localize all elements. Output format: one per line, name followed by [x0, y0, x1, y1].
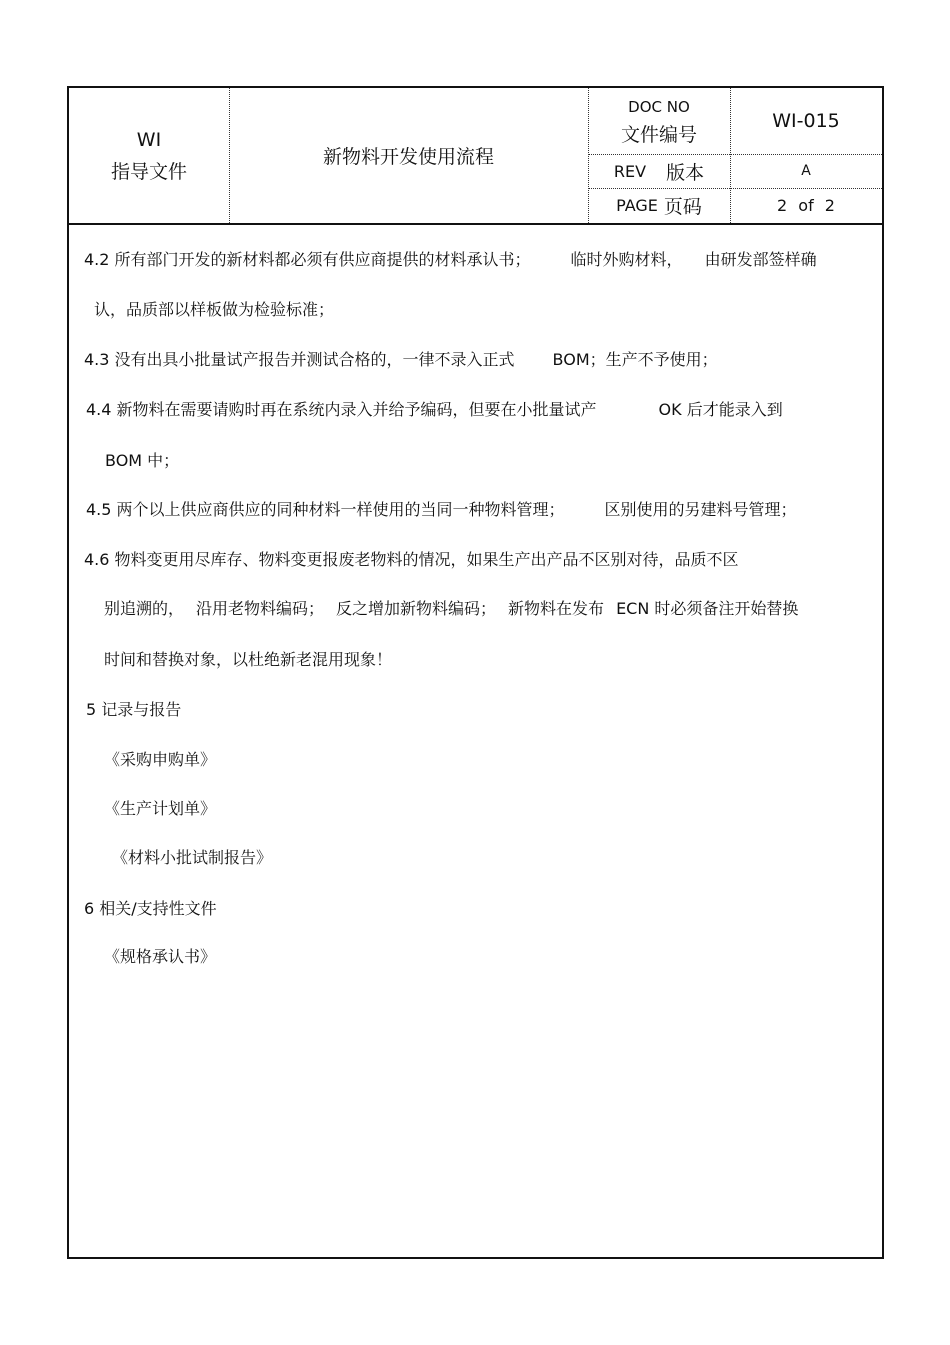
clause-4-6-line-2 [104, 599, 798, 619]
clause-4-3-text-a: 4.3 没有出具小批量试产报告并测试合格的，一律不录入正式 [84, 350, 515, 369]
clause-4-2-text-c: 由研发部签样确 [704, 250, 817, 269]
clause-4-3-text-b: BOM；生产不予使用； [552, 350, 718, 369]
doc-type-label: 指导文件 [110, 160, 187, 183]
page-label [588, 188, 730, 223]
page-number-value: 2 of 2 [777, 196, 835, 215]
clause-4-2-text-a: 4.2 所有部门开发的新材料都必须有供应商提供的材料承认书； [84, 250, 531, 269]
clause-4-2-line-1 [84, 250, 817, 270]
clause-4-6-text-e: ECN 时必须备注开始替换 [616, 599, 799, 618]
clause-4-6-text-c: 反之增加新物料编码； [336, 599, 497, 618]
page-label-en: PAGE [616, 196, 658, 215]
clause-4-4-text-b: OK 后才能录入到 [658, 400, 783, 419]
document-title: 新物料开发使用流程 [322, 146, 494, 168]
related-spec-approval: 《规格承认书》 [104, 947, 217, 966]
clause-4-4-line-2: BOM 中； [105, 451, 180, 470]
revision-label [588, 154, 730, 188]
record-purchase-request: 《采购申购单》 [104, 750, 217, 769]
clause-4-4-line-1 [86, 400, 783, 420]
clause-4-6-line-1: 4.6 物料变更用尽库存、物料变更报废老物料的情况，如果生产出产品不区别对待，品质不区 [84, 550, 739, 569]
clause-4-6-text-d: 新物料在发布 [508, 599, 605, 618]
page-label-zh: 页码 [663, 196, 702, 218]
revision-value: A [801, 163, 811, 179]
doc-number-value: WI-015 [772, 110, 840, 132]
doc-type-cell [69, 88, 229, 223]
doc-number-label [588, 88, 730, 154]
clause-4-6-text-a: 别追溯的， [104, 599, 185, 618]
doc-number-label-zh: 文件编号 [620, 124, 697, 146]
document-header [69, 88, 882, 225]
clause-4-5-text-a: 4.5 两个以上供应商供应的同种材料一样使用的当同一种物料管理； [86, 500, 565, 519]
revision-label-en: REV [613, 161, 647, 181]
section-5-heading: 5 记录与报告 [86, 700, 182, 719]
clause-4-5-text-b: 区别使用的另建料号管理； [604, 500, 797, 519]
record-trial-report: 《材料小批试制报告》 [112, 848, 273, 867]
clause-4-4-text-a: 4.4 新物料在需要请购时再在系统内录入并给予编码，但要在小批量试产 [86, 400, 597, 419]
doc-number-label-en: DOC NO [628, 98, 690, 116]
record-production-plan: 《生产计划单》 [104, 799, 217, 818]
section-6-heading: 6 相关/支持性文件 [84, 899, 217, 918]
clause-4-3 [84, 350, 718, 370]
clause-4-2-line-2: 认，品质部以样板做为检验标准； [94, 300, 335, 319]
clause-4-2-text-b: 临时外购材料， [570, 250, 683, 269]
doc-type-code: WI [136, 128, 162, 151]
clause-4-6-text-b: 沿用老物料编码； [196, 599, 325, 618]
clause-4-6-line-3: 时间和替换对象，以杜绝新老混用现象！ [104, 650, 393, 669]
revision-label-zh: 版本 [666, 161, 705, 184]
clause-4-5 [86, 500, 797, 520]
